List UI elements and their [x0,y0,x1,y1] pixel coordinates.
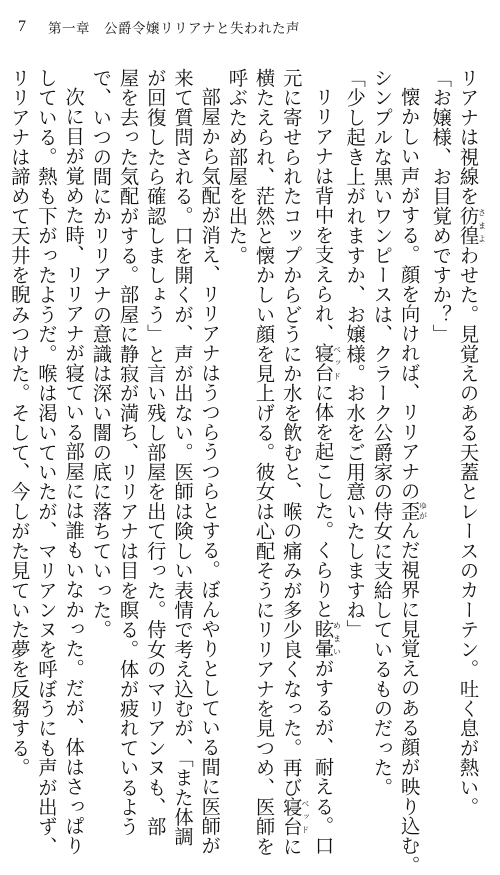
text-line: 部屋から気配が消え、リリアナはうつらうつらとする。ぼんやりとしている間に医師が [198,87,222,856]
text-line: 来て質問される。口を開くが、声が出ない。医師は険しい表情で考え込むが、「また体調 [170,68,194,847]
ruby-reading: ゆが [418,501,428,521]
text-line: 「少し起き上がれますか、お嬢様。お水をご用意いたしますね」 [343,68,367,640]
ruby-annotation: 眩暈めまい [311,619,342,659]
text-line: している。熱も下がったようだ。喉は渇いていたが、マリアンヌを呼ぼうにも声が出ず、 [34,68,58,857]
text-line: 屋を去った気配がする。部屋に静寂が満ち、リリアナは目を瞑る。体が疲れているよう [116,68,140,837]
text-line: シンプルな黒いワンピースは、クラーク公爵家の侍女に支給しているものだった。 [370,68,394,798]
chapter-title: 第一章 公爵令嬢リリアナと失われた声 [48,21,300,37]
text-line: リリアナは諦めて天井を睨みつけた。そして、今しがた見ていた夢を反芻する。 [7,68,31,778]
ruby-reading: ベッド [300,797,310,837]
text-line: 懐かしい声がする。顔を向ければ、リリアナの歪ゆがんだ視界に見覚えのある顔が映り込む。 [397,87,428,875]
ruby-annotation: 寝台ベッド [279,797,310,837]
ruby-reading: さまよ [477,205,487,246]
text-line: 次に目が覚めた時、リリアナが寝ている部屋には誰もいなかった。だが、体はさっぱり [62,87,86,856]
text-line: が回復したら確認しましょう」と言い残し部屋を出て行った。侍女のマリアンヌも、部 [143,68,167,837]
text-line: リリアナは背中を支えられ、寝台ベッドに体を起こした。くらりと眩暈めまいがするが、耐える。口 [311,87,342,856]
vertical-text-body [7,68,487,875]
ruby-annotation: 歪ゆが [397,501,428,521]
page-header [18,14,482,40]
text-line: で、いつの間にかリリアナの意識は深い闇の底に落ちていった。 [89,68,113,640]
page-number: 7 [18,18,26,35]
ruby-annotation: 寝台ベッド [311,343,342,383]
text-line: 元に寄せられたコップからどうにか水を飲むと、喉の痛みが多少良くなった。再び寝台ベッドに [279,68,310,857]
ruby-reading: ベッド [332,343,342,383]
text-line: リアナは視線を彷徨さまよわせた。見覚えのある天蓋とレースのカーテン。吐く息が熱い。 [456,68,487,817]
ruby-reading: めまい [332,619,342,659]
text-line: 「お嬢様、お目覚めですか？」 [429,68,453,344]
text-line: 横たえられ、茫然と懐かしい顔を見上げる。彼女は心配そうにリリアナを見つめ、医師を [252,68,276,857]
text-line: 呼ぶため部屋を出た。 [225,68,249,266]
ruby-annotation: 彷徨さまよ [456,205,487,246]
